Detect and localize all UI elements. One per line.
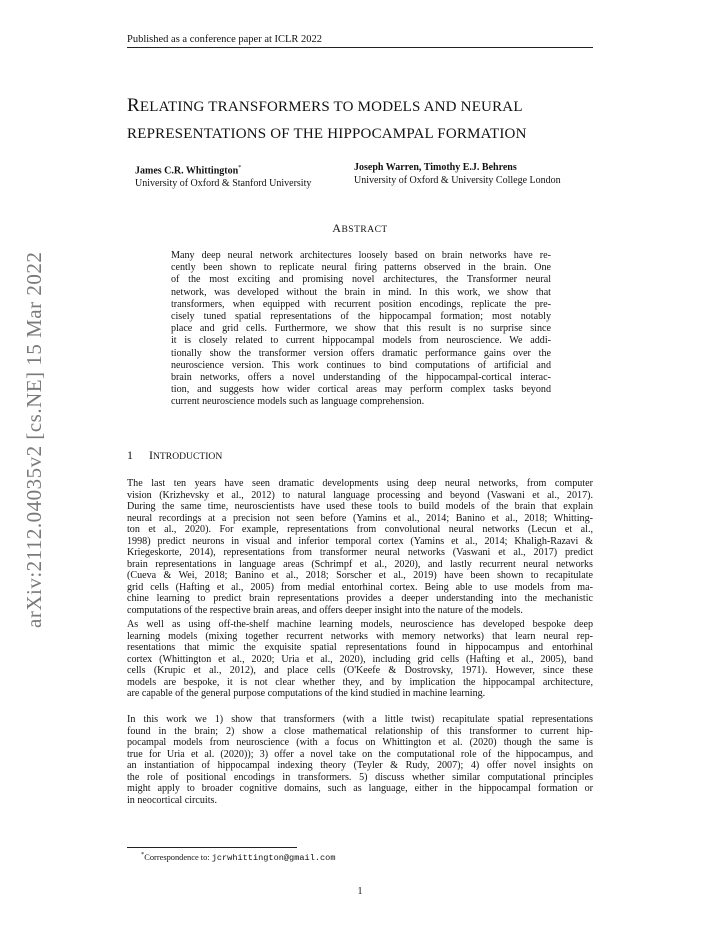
running-header: Published as a conference paper at ICLR 2022 [127, 34, 323, 45]
text-line: resentations that mimic the exquisite spatial representations found in hippocampus and entorhinal [127, 642, 593, 654]
text-line: an instantiation of hippocampal indexing theory (Teyler & Rudy, 2007); 4) offer novel insights on [127, 760, 593, 772]
author-affiliation: University of Oxford & University College London [354, 174, 561, 186]
abstract-heading [0, 221, 720, 236]
text-line: in neocortical circuits. [127, 794, 217, 806]
text-line: grid cells (Hafting et al., 2005) from medial entorhinal cortex. Being able to use models from ma- [127, 581, 593, 593]
section-number: 1 [127, 448, 133, 462]
text-line: 1998) predict neurons in visual and inferior temporal cortex (Yamins et al., 2014; Khaligh-Razavi & [127, 535, 593, 547]
paragraph-1 [127, 478, 593, 617]
footnote [141, 851, 335, 863]
text-line: of the most exciting and promising novel architectures, the Transformer neural [171, 274, 551, 286]
text-line: computations of the respective brain areas, and offers deeper insight into the nature of the models. [127, 605, 523, 617]
title-line-2 [127, 120, 607, 147]
text-line: During the same time, neuroscientists have used these tools to build models of the brain that explain [127, 501, 593, 513]
text-line: The last ten years have seen dramatic developments using deep neural networks, from computer [127, 478, 593, 489]
text-line: ton et al., 2020). For example, representations from convolutional neural networks (Lecun et al., [127, 524, 593, 536]
text-line: (Cueva & Wei, 2018; Banino et al., 2018; Sorscher et al., 2019) have been shown to recapitulate [127, 570, 593, 582]
footnote-label: Correspondence to: [144, 852, 212, 862]
text-line: learning models (mixing together recurrent networks with memory networks) that learn neural rep- [127, 630, 593, 642]
text-line: pocampal models from neuroscience (with a focus on Whittington et al. (2020) though the same is [127, 737, 593, 749]
title-line-1 [127, 93, 607, 120]
text-line: tion, and suggests how wider cortical areas may perform complex tasks beyond [171, 384, 551, 396]
text-line: it is closely related to current hippocampal models from neuroscience. We addi- [171, 335, 551, 347]
text-line: tionally show the transformer version offers dramatic performance gains over the [171, 347, 551, 359]
text-line: place and grid cells. Furthermore, we show that this result is no surprise since [171, 323, 551, 335]
author-name: Joseph Warren, Timothy E.J. Behrens [354, 162, 517, 173]
text-line: Kriegeskorte, 2014), representations from transformer neural networks (Vaswani et al., 2017) predict [127, 547, 593, 559]
text-line: current neuroscience models such as language comprehension. [171, 396, 425, 408]
page-number: 1 [357, 886, 363, 897]
text-line: true for Uria et al. (2020)); 3) offer a novel take on the computational role of the hippocampus, and [127, 748, 593, 760]
text-line: In this work we 1) show that transformers (with a little twist) recapitulate spatial representations [127, 714, 593, 725]
text-line: brain representations in language areas (Schrimpf et al., 2020), and lastly recurrent neural networks [127, 558, 593, 570]
text-line: chine learning to predict brain representations provides a deeper understanding into the mechanistic [127, 593, 593, 605]
text-line: brain networks, offers a novel understanding of the hippocampal-cortical interac- [171, 372, 551, 384]
author-block-1 [135, 162, 311, 190]
text-line: As well as using off-the-shelf machine learning models, neuroscience has developed bespoke deep [127, 619, 593, 630]
author-name: James C.R. Whittington [135, 165, 239, 177]
author-affiliation: University of Oxford & Stanford University [135, 177, 312, 189]
text-line: models are bespoke, it is not clear whether they, and by implication the hippocampal architecture, [127, 676, 593, 688]
abstract-heading-initial: A [332, 221, 342, 235]
text-line: network, was developed without the brain in mind. In this work, we show that [171, 286, 551, 298]
text-line: cells (Krupic et al., 2012), and place cells (O'Keefe & Dostrovsky, 1971). However, since these [127, 665, 593, 677]
text-line: vision (Krizhevsky et al., 2012) to natural language processing and beyond (Vaswani et al., 2017). [127, 489, 593, 501]
text-line: transformers, when equipped with recurrent position encodings, replicate the pre- [171, 298, 551, 310]
paragraph-2 [127, 619, 593, 700]
header-rule [127, 47, 593, 48]
author-block-2 [354, 162, 561, 187]
section-title-rest: NTRODUCTION [153, 451, 223, 462]
footnote-marker: * [141, 851, 145, 858]
abstract-text [171, 250, 551, 409]
text-line: might apply to broader cognitive domains, such as language, either in the hippocampal formation or [127, 783, 593, 795]
text-line: cently been shown to replicate neural firing patterns observed in the brain. One [171, 262, 551, 274]
arxiv-stamp: arXiv:2112.04035v2 [cs.NE] 15 Mar 2022 [22, 251, 46, 628]
text-line: cisely tuned spatial representations of the hippocampal formation; most notably [171, 311, 551, 323]
section-title-initial: I [149, 448, 153, 462]
title-line-1-text: ELATING TRANSFORMERS TO MODELS AND NEURAL [139, 99, 523, 115]
text-line: found in the brain; 2) show a close mathematical relationship of this transformer to current hip- [127, 725, 593, 737]
paragraph-3 [127, 714, 593, 806]
footnote-rule [127, 847, 297, 848]
text-line: neural recordings at a precision not seen before (Yamins et al., 2014; Banino et al., 2018; Whitting- [127, 512, 593, 524]
text-line: Many deep neural network architectures loosely based on brain networks have re- [171, 250, 551, 261]
text-line: the role of positional encodings in transformers. 5) discuss whether similar computational principles [127, 771, 593, 783]
text-line: cortex (Whittington et al., 2020; Uria et al., 2020), including grid cells (Hafting et al., 2005), band [127, 653, 593, 665]
title-line-2-text: REPRESENTATIONS OF THE HIPPOCAMPAL FORMATION [127, 126, 527, 142]
footnote-email: jcrwhittington@gmail.com [211, 852, 336, 863]
paper-title [127, 93, 607, 147]
abstract-heading-rest: BSTRACT [341, 225, 388, 235]
footnote-mark: * [238, 164, 242, 171]
text-line: neuroscience version. This work continues to bind computations of artificial and [171, 359, 551, 371]
section-heading-introduction [127, 448, 222, 463]
text-line: are capable of the general purpose computations of the kind studied in machine learning. [127, 688, 486, 700]
title-initial: R [127, 95, 140, 116]
